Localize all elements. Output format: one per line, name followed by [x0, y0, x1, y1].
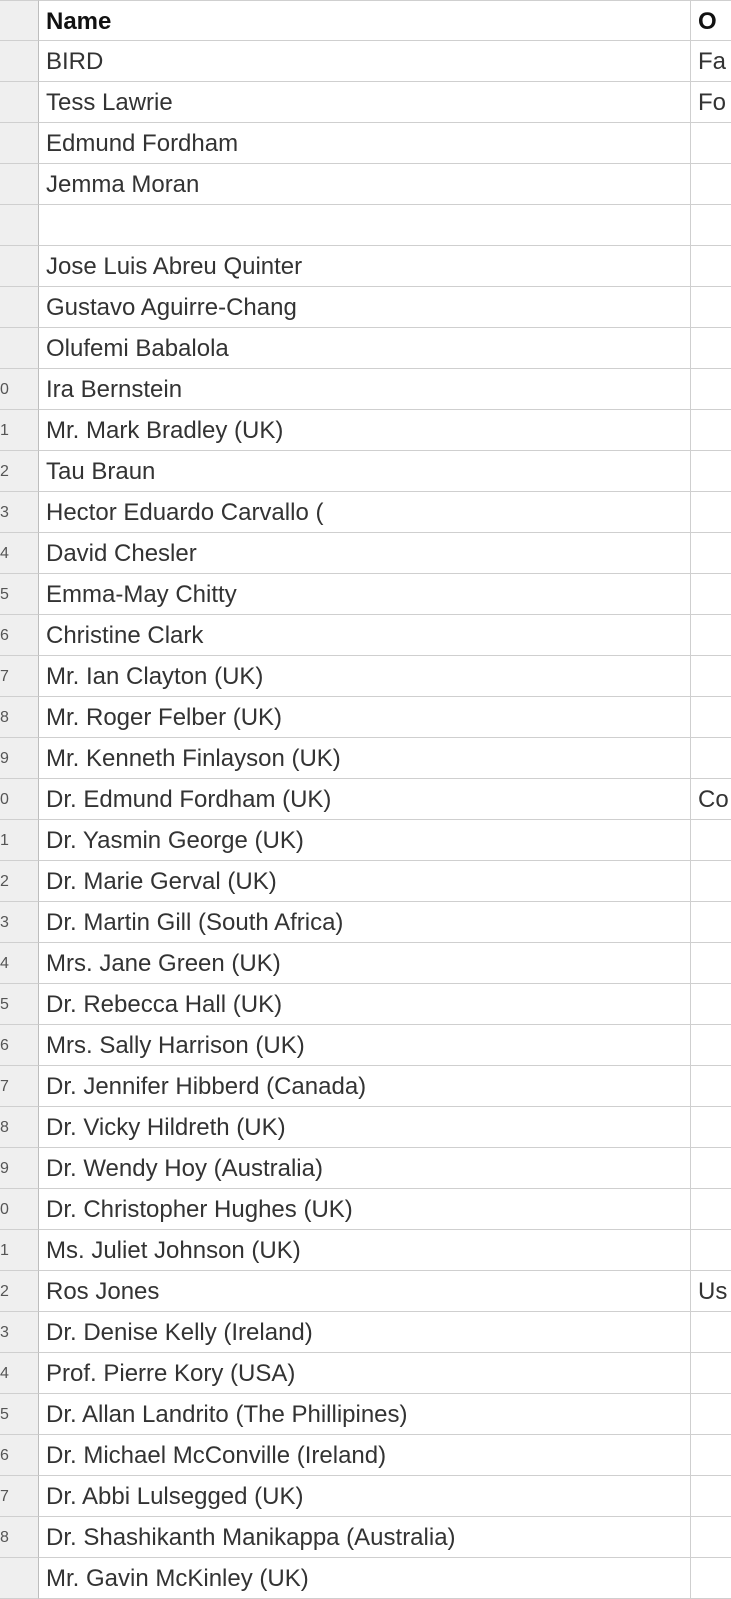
row-number[interactable]: 6 — [0, 615, 39, 656]
name-cell[interactable]: Dr. Abbi Lulsegged (UK) — [39, 1476, 691, 1517]
column-header-name[interactable]: Name — [39, 0, 691, 41]
column-c-cell[interactable] — [691, 533, 731, 574]
column-c-cell[interactable] — [691, 164, 731, 205]
name-cell[interactable]: Christine Clark — [39, 615, 691, 656]
column-c-cell[interactable] — [691, 1394, 731, 1435]
row-number[interactable]: 3 — [0, 1312, 39, 1353]
row-number[interactable]: 4 — [0, 533, 39, 574]
name-cell[interactable]: BIRD — [39, 41, 691, 82]
column-c-cell[interactable] — [691, 369, 731, 410]
column-header-c[interactable]: O — [691, 0, 731, 41]
column-c-cell[interactable]: Fo — [691, 82, 731, 123]
column-c-cell[interactable] — [691, 287, 731, 328]
name-cell[interactable]: Dr. Christopher Hughes (UK) — [39, 1189, 691, 1230]
column-c-cell[interactable] — [691, 656, 731, 697]
column-c-cell[interactable] — [691, 861, 731, 902]
row-number[interactable]: 7 — [0, 1066, 39, 1107]
row-number[interactable]: 4 — [0, 943, 39, 984]
name-cell[interactable]: Dr. Edmund Fordham (UK) — [39, 779, 691, 820]
column-c-cell[interactable] — [691, 1558, 731, 1599]
name-cell[interactable]: Ms. Juliet Johnson (UK) — [39, 1230, 691, 1271]
name-cell[interactable]: Mrs. Sally Harrison (UK) — [39, 1025, 691, 1066]
column-c-cell[interactable] — [691, 1107, 731, 1148]
row-number[interactable]: 3 — [0, 492, 39, 533]
name-cell[interactable]: Prof. Pierre Kory (USA) — [39, 1353, 691, 1394]
column-c-cell[interactable] — [691, 1353, 731, 1394]
row-number[interactable]: 7 — [0, 1476, 39, 1517]
column-c-cell[interactable] — [691, 451, 731, 492]
name-cell[interactable]: Emma-May Chitty — [39, 574, 691, 615]
name-cell[interactable]: Hector Eduardo Carvallo ( — [39, 492, 691, 533]
row-number[interactable] — [0, 328, 39, 369]
column-c-cell[interactable] — [691, 943, 731, 984]
column-c-cell[interactable]: Us — [691, 1271, 731, 1312]
row-number-header[interactable] — [0, 0, 39, 41]
name-cell[interactable]: Dr. Martin Gill (South Africa) — [39, 902, 691, 943]
column-c-cell[interactable] — [691, 1517, 731, 1558]
row-number[interactable]: 0 — [0, 369, 39, 410]
column-c-cell[interactable] — [691, 123, 731, 164]
name-cell[interactable]: Dr. Rebecca Hall (UK) — [39, 984, 691, 1025]
column-c-cell[interactable] — [691, 410, 731, 451]
column-c-cell[interactable] — [691, 820, 731, 861]
row-number[interactable]: 4 — [0, 1353, 39, 1394]
row-number[interactable] — [0, 82, 39, 123]
row-number[interactable]: 0 — [0, 1189, 39, 1230]
column-c-cell[interactable] — [691, 1066, 731, 1107]
row-number[interactable]: 6 — [0, 1025, 39, 1066]
name-cell[interactable]: Mr. Mark Bradley (UK) — [39, 410, 691, 451]
name-cell[interactable]: Mr. Ian Clayton (UK) — [39, 656, 691, 697]
column-c-cell[interactable] — [691, 1189, 731, 1230]
column-c-cell[interactable] — [691, 1148, 731, 1189]
name-cell[interactable]: Mr. Kenneth Finlayson (UK) — [39, 738, 691, 779]
name-cell[interactable]: Dr. Michael McConville (Ireland) — [39, 1435, 691, 1476]
name-cell[interactable]: Gustavo Aguirre-Chang — [39, 287, 691, 328]
name-cell[interactable]: Dr. Shashikanth Manikappa (Australia) — [39, 1517, 691, 1558]
column-c-cell[interactable] — [691, 984, 731, 1025]
row-number[interactable]: 9 — [0, 738, 39, 779]
column-c-cell[interactable] — [691, 697, 731, 738]
name-cell[interactable]: Mr. Roger Felber (UK) — [39, 697, 691, 738]
column-c-cell[interactable] — [691, 246, 731, 287]
name-cell[interactable]: Olufemi Babalola — [39, 328, 691, 369]
column-c-cell[interactable] — [691, 615, 731, 656]
column-c-cell[interactable] — [691, 902, 731, 943]
name-cell[interactable]: Edmund Fordham — [39, 123, 691, 164]
name-cell[interactable]: Dr. Yasmin George (UK) — [39, 820, 691, 861]
row-number[interactable] — [0, 287, 39, 328]
row-number[interactable] — [0, 164, 39, 205]
column-c-cell[interactable] — [691, 738, 731, 779]
row-number[interactable]: 8 — [0, 1107, 39, 1148]
name-cell[interactable]: Dr. Jennifer Hibberd (Canada) — [39, 1066, 691, 1107]
name-cell[interactable]: Dr. Wendy Hoy (Australia) — [39, 1148, 691, 1189]
row-number[interactable]: 9 — [0, 1148, 39, 1189]
row-number[interactable]: 1 — [0, 1230, 39, 1271]
row-number[interactable] — [0, 246, 39, 287]
column-c-cell[interactable] — [691, 1230, 731, 1271]
column-c-cell[interactable] — [691, 1025, 731, 1066]
name-cell[interactable]: Ira Bernstein — [39, 369, 691, 410]
row-number[interactable]: 0 — [0, 779, 39, 820]
name-cell[interactable]: David Chesler — [39, 533, 691, 574]
name-cell[interactable]: Ros Jones — [39, 1271, 691, 1312]
name-cell[interactable]: Dr. Allan Landrito (The Phillipines) — [39, 1394, 691, 1435]
name-cell[interactable]: Tess Lawrie — [39, 82, 691, 123]
column-c-cell[interactable] — [691, 1476, 731, 1517]
row-number[interactable]: 2 — [0, 451, 39, 492]
column-c-cell[interactable]: Fa — [691, 41, 731, 82]
row-number[interactable] — [0, 123, 39, 164]
row-number[interactable]: 5 — [0, 984, 39, 1025]
row-number[interactable]: 5 — [0, 1394, 39, 1435]
row-number[interactable] — [0, 41, 39, 82]
row-number[interactable]: 8 — [0, 697, 39, 738]
row-number[interactable]: 1 — [0, 820, 39, 861]
name-cell[interactable]: Mr. Gavin McKinley (UK) — [39, 1558, 691, 1599]
row-number[interactable]: 3 — [0, 902, 39, 943]
name-cell[interactable]: Jemma Moran — [39, 164, 691, 205]
row-number[interactable]: 6 — [0, 1435, 39, 1476]
row-number[interactable] — [0, 1558, 39, 1599]
row-number[interactable]: 1 — [0, 410, 39, 451]
column-c-cell[interactable] — [691, 1312, 731, 1353]
row-number[interactable]: 2 — [0, 861, 39, 902]
column-c-cell[interactable] — [691, 492, 731, 533]
name-cell[interactable]: Jose Luis Abreu Quinter — [39, 246, 691, 287]
column-c-cell[interactable] — [691, 1435, 731, 1476]
name-cell[interactable] — [39, 205, 691, 246]
name-cell[interactable]: Dr. Vicky Hildreth (UK) — [39, 1107, 691, 1148]
row-number[interactable]: 7 — [0, 656, 39, 697]
column-c-cell[interactable]: Co — [691, 779, 731, 820]
name-cell[interactable]: Mrs. Jane Green (UK) — [39, 943, 691, 984]
row-number[interactable]: 5 — [0, 574, 39, 615]
column-c-cell[interactable] — [691, 574, 731, 615]
name-cell[interactable]: Dr. Marie Gerval (UK) — [39, 861, 691, 902]
row-number[interactable]: 2 — [0, 1271, 39, 1312]
name-cell[interactable]: Tau Braun — [39, 451, 691, 492]
column-c-cell[interactable] — [691, 328, 731, 369]
name-cell[interactable]: Dr. Denise Kelly (Ireland) — [39, 1312, 691, 1353]
column-c-cell[interactable] — [691, 205, 731, 246]
row-number[interactable] — [0, 205, 39, 246]
row-number[interactable]: 8 — [0, 1517, 39, 1558]
